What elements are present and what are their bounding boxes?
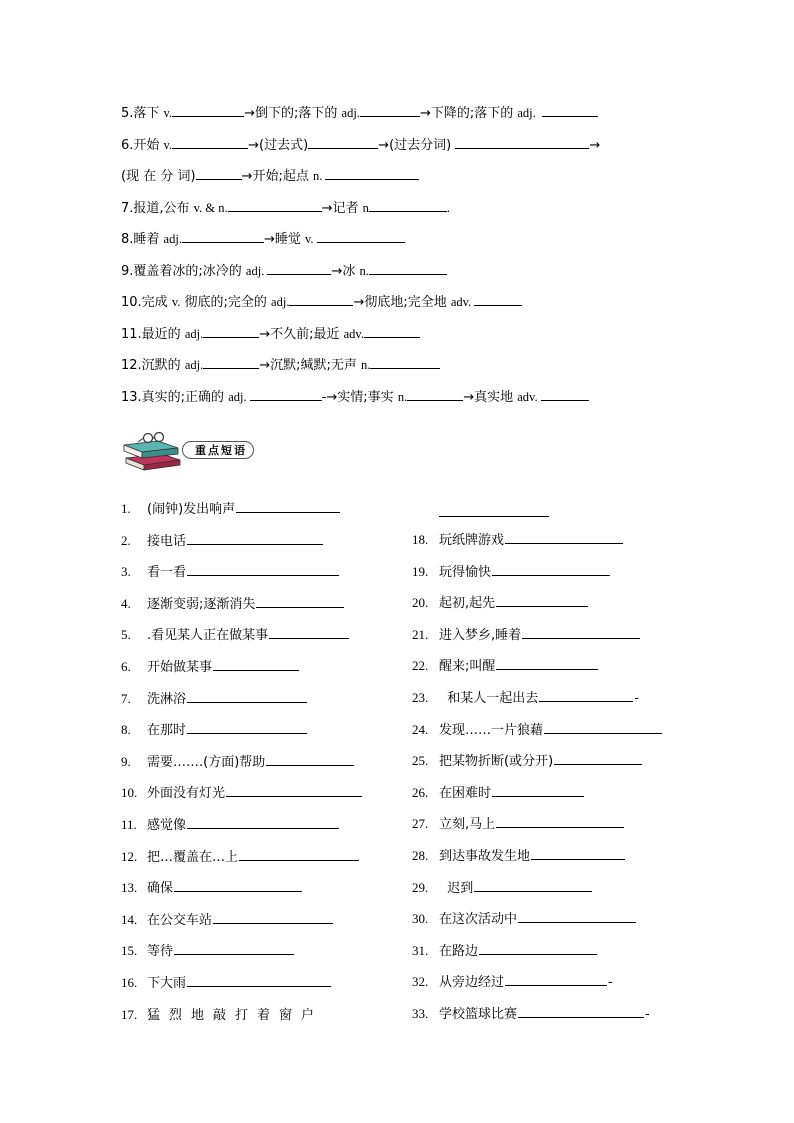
phrase-text: 玩纸牌游戏 [439,533,505,548]
vocab-text: v. [163,137,173,152]
phrase-row [412,1002,682,1034]
answer-blank[interactable] [267,259,331,275]
vocab-text: 彻底的;完全的 [180,295,272,310]
phrase-text: 在公交车站 [147,912,213,928]
vocab-line [121,227,681,259]
vocab-text: adv. [517,389,541,404]
phrase-number: 30. [412,911,429,927]
phrase-text: 迟到 [439,880,474,896]
phrase-text: 确保 [147,881,174,897]
answer-blank[interactable] [531,844,625,860]
vocab-text: →彻底地;完全地 [353,295,451,310]
vocab-text: adv. [450,295,475,309]
answer-blank[interactable] [407,385,463,401]
phrase-number: 13. [121,880,138,896]
answer-blank[interactable] [187,560,339,576]
answer-blank[interactable] [325,164,419,180]
phrase-text: 在路边 [439,943,479,959]
vocab-text: →下降的;落下的 [419,106,518,121]
phrase-row [412,970,682,1002]
phrase-row [121,623,391,655]
phrase-trailing-mark: - [634,690,639,706]
phrase-trailing-mark: - [645,1006,650,1022]
vocab-text: -→实情;事实 [321,389,398,405]
phrase-text: 看一看 [147,565,187,581]
phrase-row [412,812,682,844]
vocab-line [121,322,681,354]
vocab-text: v. [171,295,181,309]
vocab-text: adj. [184,326,204,341]
phrase-number: 5. [121,627,131,643]
answer-blank[interactable] [539,686,633,702]
phrase-row [412,623,682,655]
answer-blank[interactable] [172,101,244,117]
vocab-line [121,290,681,322]
phrase-row [121,813,391,845]
answer-blank[interactable] [228,196,322,212]
answer-blank[interactable] [172,133,248,149]
answer-blank[interactable] [522,623,640,639]
phrase-text: 学校篮球比赛 [439,1006,518,1022]
phrase-text: 起初,起先 [439,596,496,612]
vocab-line [121,164,681,196]
phrase-row [412,781,682,813]
vocab-text: →真实地 [463,389,518,405]
phrase-number: 2. [121,532,131,548]
vocab-text: 13.真实的;正确的 [121,389,229,405]
answer-blank[interactable] [474,876,592,892]
vocab-text: adj. [341,106,360,120]
answer-blank[interactable] [541,385,589,401]
vocab-text: 7.报道,公布 [121,200,194,216]
answer-blank[interactable] [174,876,302,892]
phrase-row [412,939,682,971]
vocab-text: n. [359,263,369,278]
vocab-text: →冰 [331,263,360,279]
vocab-text: →开始;起点 [241,169,313,184]
answer-blank[interactable] [187,529,323,545]
vocabulary-section [121,101,681,416]
phrase-number: 15. [121,943,138,959]
phrase-trailing-mark: - [608,975,613,991]
books-icon [122,428,184,474]
phrase-text: 从旁边经过 [439,975,505,991]
phrase-number: 20. [412,595,429,611]
vocab-text: →倒下的;落下的 [244,106,342,121]
answer-blank[interactable] [369,259,447,275]
phrase-row [412,654,682,686]
vocab-text: adj. [184,358,204,372]
phrase-text: .看见某人正在做某事 [147,628,269,644]
phrase-number: 29. [412,879,429,895]
vocab-text: 8.睡着 [121,232,164,247]
answer-blank[interactable] [492,781,584,797]
phrase-number: 1. [121,501,131,516]
vocab-text: 11.最近的 [121,326,185,342]
vocab-text: n. [397,389,408,404]
answer-blank[interactable] [203,322,259,338]
vocab-line [121,101,681,133]
vocab-text: adj. [163,232,182,246]
answer-blank[interactable] [492,560,610,576]
phrase-row [412,876,682,908]
phrase-17-continuation-blank[interactable] [439,501,549,517]
answer-blank[interactable] [505,970,607,986]
answer-blank[interactable] [308,133,378,149]
phrase-text: 洗淋浴 [147,691,187,707]
answer-blank[interactable] [505,528,623,544]
phrase-row [121,592,391,624]
vocab-text: v. [163,106,173,120]
vocab-text: n. [361,358,371,372]
phrase-text: 猛烈地敲打着窗户 [147,1007,324,1023]
phrase-number: 17. [121,1006,138,1022]
answer-blank[interactable] [455,133,589,149]
answer-blank[interactable] [213,908,333,924]
answer-blank[interactable] [239,845,359,861]
phrase-row [121,560,391,592]
vocab-text: →记者 [321,200,363,216]
answer-blank[interactable] [364,322,420,338]
answer-blank[interactable] [203,353,259,369]
phrase-text: 开始做某事 [147,659,213,675]
phrase-text: 把…覆盖在…上 [147,849,239,865]
phrase-row [121,939,391,971]
phrase-text: 进入梦乡,睡着 [439,627,522,643]
phrase-number: 11. [121,816,137,832]
phrase-row [412,718,682,750]
vocab-text: adj. [517,106,536,120]
phrase-row [412,591,682,623]
answer-blank[interactable] [544,718,662,734]
vocab-text: →睡觉 [263,232,305,247]
phrase-row [121,1003,391,1035]
phrase-text: 在那时 [147,723,187,739]
phrase-row [121,876,391,908]
vocab-line [121,385,681,417]
answer-blank[interactable] [187,687,307,703]
answer-blank[interactable] [182,227,264,243]
phrase-text: (闹钟)发出响声 [147,502,236,517]
answer-blank[interactable] [518,907,636,923]
answer-blank[interactable] [360,101,420,117]
phrase-row [121,750,391,782]
phrase-row [121,845,391,877]
section-title: 重点短语 [182,441,254,459]
phrases-left-column [121,497,391,1034]
vocab-line [121,133,681,165]
phrase-row [412,907,682,939]
vocab-text: 6.开始 [121,137,164,153]
vocab-text: →不久前;最近 [259,326,344,342]
phrase-number: 12. [121,848,138,864]
phrase-text: 发现……一片狼藉 [439,722,544,738]
phrase-number: 27. [412,816,429,832]
vocab-text: →(过去分词) [378,137,456,153]
answer-blank[interactable] [496,591,588,607]
phrase-number: 6. [121,658,131,674]
answer-blank[interactable] [542,101,598,117]
answer-blank[interactable] [496,654,598,670]
phrase-number: 28. [412,847,429,863]
vocab-text: v. & n. [193,200,228,215]
vocab-text: (现 在 分 词) [121,169,196,184]
vocab-text: adj. [228,389,250,404]
phrase-number: 22. [412,658,429,674]
phrase-row [121,718,391,750]
vocab-text: → [589,137,601,153]
phrase-text: 逐渐变弱;逐渐消失 [147,596,256,612]
answer-blank[interactable] [266,750,354,766]
phrase-row [412,844,682,876]
phrase-number: 21. [412,626,429,642]
phrase-text: 醒来;叫醒 [439,659,496,675]
vocab-line [121,353,681,385]
answer-blank[interactable] [370,353,440,369]
phrase-text: 到达事故发生地 [439,848,531,864]
answer-blank[interactable] [187,971,331,987]
vocab-text: adj. [245,263,268,278]
vocab-line [121,259,681,291]
vocab-text: . [446,200,450,215]
answer-blank[interactable] [518,1002,644,1018]
phrase-number: 19. [412,563,429,579]
section-banner [122,428,262,474]
phrase-row [121,529,391,561]
vocab-text: 12.沉默的 [121,358,185,373]
phrase-number: 14. [121,911,138,927]
phrase-number: 18. [412,532,429,547]
answer-blank[interactable] [554,749,642,765]
phrase-text: 需要…….(方面)帮助 [147,754,266,770]
answer-blank[interactable] [369,196,447,212]
vocab-line [121,196,681,228]
phrase-row [121,687,391,719]
answer-blank[interactable] [213,655,299,671]
phrase-text: 感觉像 [147,817,187,833]
phrase-text: 接电话 [147,533,187,549]
phrase-text: 把某物折断(或分开) [439,754,554,770]
phrase-text: 和某人一起出去 [439,690,539,706]
vocab-text: →沉默;缄默;无声 [259,358,362,373]
phrase-number: 3. [121,564,131,580]
phrase-number: 23. [412,689,429,705]
phrase-text: 下大雨 [147,975,187,991]
answer-blank[interactable] [250,385,322,401]
vocab-text: n [362,200,369,215]
answer-blank[interactable] [236,497,340,513]
answer-blank[interactable] [289,290,353,306]
answer-blank[interactable] [496,812,624,828]
phrase-number: 7. [121,690,131,706]
phrase-number: 31. [412,942,429,958]
phrase-text: 在困难时 [439,785,492,801]
phrase-number: 4. [121,595,131,611]
vocab-text: 5.落下 [121,106,164,121]
phrase-text: 在这次活动中 [439,912,518,928]
vocab-text: adj. [271,295,290,309]
phrase-row [412,560,682,592]
phrase-number: 24. [412,721,429,737]
phrase-row [121,781,391,813]
vocab-text: 9.覆盖着冰的;冰冷的 [121,263,246,279]
vocab-text: n. [312,169,326,183]
phrase-number: 32. [412,974,429,990]
phrase-text: 外面没有灯光 [147,786,226,802]
phrase-number: 8. [121,722,131,738]
phrase-text: 等待 [147,944,174,960]
answer-blank[interactable] [196,164,242,180]
answer-blank[interactable] [256,592,344,608]
vocab-text: →(过去式) [248,137,309,153]
phrase-number: 26. [412,784,429,800]
answer-blank[interactable] [187,718,307,734]
answer-blank[interactable] [174,939,294,955]
answer-blank[interactable] [226,781,362,797]
phrase-row [121,497,391,529]
phrase-number: 10. [121,785,138,801]
phrase-row [412,749,682,781]
vocab-text: 10.完成 [121,295,172,310]
phrase-text: 玩得愉快 [439,564,492,580]
phrase-number: 25. [412,753,429,769]
phrase-row [412,528,682,560]
answer-blank[interactable] [187,813,339,829]
phrase-text: 立刻,马上 [439,817,496,833]
phrase-row [121,908,391,940]
vocab-text: v. [304,232,317,246]
phrases-right-column [412,528,682,1034]
answer-blank[interactable] [479,939,597,955]
answer-blank[interactable] [269,623,349,639]
phrase-number: 33. [412,1005,429,1021]
phrase-number: 16. [121,974,138,990]
phrase-row [412,686,682,718]
phrase-row [121,971,391,1003]
answer-blank[interactable] [474,290,522,306]
phrase-number: 9. [121,753,131,769]
vocab-text: adv. [343,326,364,341]
answer-blank[interactable] [317,227,405,243]
phrase-row [121,655,391,687]
